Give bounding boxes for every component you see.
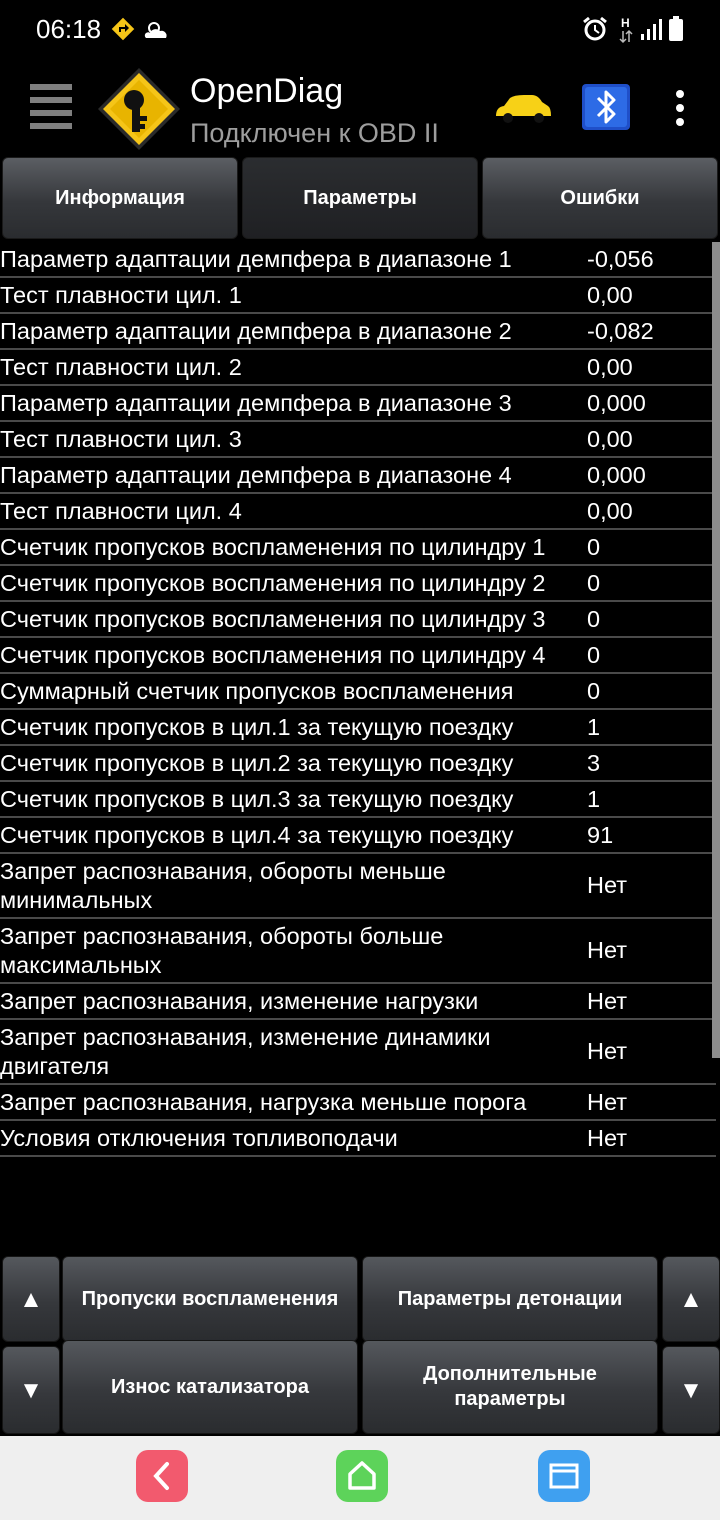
parameter-name: Счетчик пропусков в цил.2 за текущую поездку [0, 750, 514, 776]
svg-text:H: H [621, 16, 630, 30]
parameter-name: Счетчик пропусков воспламенения по цилиндру 3 [0, 606, 546, 632]
parameter-row[interactable] [0, 1020, 716, 1085]
scroll-up-right-button[interactable]: ▲ [662, 1256, 720, 1342]
parameter-row[interactable] [0, 854, 716, 919]
status-time: 06:18 [36, 14, 102, 44]
parameter-name: Параметр адаптации демпфера в диапазоне 2 [0, 318, 512, 344]
parameter-value: 0,00 [587, 425, 633, 452]
parameter-name: Тест плавности цил. 4 [0, 498, 242, 524]
parameter-row[interactable] [0, 386, 716, 422]
alarm-icon [582, 16, 608, 42]
parameter-name: Счетчик пропусков в цил.1 за текущую поездку [0, 714, 514, 740]
parameter-value: 0 [587, 677, 601, 704]
parameter-name: Запрет распознавания, обороты меньше минимальных [0, 858, 446, 913]
parameter-row[interactable] [0, 422, 716, 458]
scrollbar[interactable] [712, 242, 720, 1058]
parameter-value: 0 [587, 605, 601, 632]
parameter-list[interactable] [0, 242, 720, 1254]
app-bar [0, 60, 720, 156]
parameter-value: Нет [587, 937, 628, 963]
parameter-value: 0 [587, 641, 601, 668]
parameter-row[interactable] [0, 782, 716, 818]
scroll-up-left-button[interactable]: ▲ [2, 1256, 60, 1342]
car-icon[interactable] [494, 94, 552, 124]
parameter-value: 91 [587, 821, 614, 848]
app-title: OpenDiag [190, 72, 344, 110]
parameter-row[interactable] [0, 746, 716, 782]
catalyst-wear-button[interactable]: Износ катализатора [62, 1340, 358, 1434]
parameter-value: Нет [587, 1088, 628, 1115]
parameter-name: Тест плавности цил. 3 [0, 426, 242, 452]
parameter-row[interactable] [0, 710, 716, 746]
parameter-name: Тест плавности цил. 2 [0, 354, 242, 380]
control-panel [0, 1254, 720, 1436]
parameter-name: Запрет распознавания, обороты больше максимальных [0, 923, 444, 978]
parameter-value: Нет [587, 1038, 628, 1064]
parameter-row[interactable] [0, 984, 716, 1020]
network-h-icon [618, 16, 634, 44]
parameter-row[interactable] [0, 818, 716, 854]
parameter-value: 0,000 [587, 461, 646, 488]
parameter-row[interactable] [0, 638, 716, 674]
parameter-value: 3 [587, 749, 601, 776]
tab-information[interactable]: Информация [2, 157, 238, 239]
parameter-row[interactable] [0, 350, 716, 386]
parameter-name: Параметр адаптации демпфера в диапазоне 3 [0, 390, 512, 416]
parameter-row[interactable] [0, 1121, 716, 1157]
parameter-row[interactable] [0, 242, 716, 278]
parameter-row[interactable] [0, 530, 716, 566]
parameter-row[interactable] [0, 919, 716, 984]
home-icon[interactable] [336, 1450, 388, 1502]
parameter-value: Нет [587, 1124, 628, 1151]
parameter-name: Счетчик пропусков воспламенения по цилиндру 2 [0, 570, 546, 596]
parameter-name: Запрет распознавания, нагрузка меньше порога [0, 1089, 527, 1115]
parameter-name: Счетчик пропусков воспламенения по цилиндру 1 [0, 534, 546, 560]
knock-parameters-button[interactable]: Параметры детонации [362, 1256, 658, 1342]
parameter-row[interactable] [0, 458, 716, 494]
parameter-row[interactable] [0, 602, 716, 638]
navigation-bar [0, 1436, 720, 1520]
parameter-value: -0,082 [587, 317, 654, 344]
battery-icon [668, 16, 684, 42]
parameter-value: 0 [587, 533, 601, 560]
parameter-value: 0,00 [587, 353, 633, 380]
parameter-name: Тест плавности цил. 1 [0, 282, 242, 308]
parameter-value: 1 [587, 785, 601, 812]
tab-bar [0, 157, 720, 241]
back-icon[interactable] [136, 1450, 188, 1502]
parameter-value: 0,00 [587, 281, 633, 308]
parameter-row[interactable] [0, 314, 716, 350]
parameter-row[interactable] [0, 674, 716, 710]
scroll-down-right-button[interactable]: ▼ [662, 1346, 720, 1434]
menu-icon[interactable] [30, 84, 72, 130]
parameter-value: 0,000 [587, 389, 646, 416]
parameter-value: Нет [587, 987, 628, 1014]
weather-icon [142, 18, 170, 40]
parameter-row[interactable] [0, 278, 716, 314]
parameter-name: Запрет распознавания, изменение динамики двигателя [0, 1024, 491, 1079]
app-logo [96, 66, 182, 152]
parameter-name: Суммарный счетчик пропусков воспламенения [0, 678, 514, 704]
parameter-value: 0 [587, 569, 601, 596]
parameter-row[interactable] [0, 1085, 716, 1121]
navigation-warning-icon [110, 16, 136, 42]
parameter-name: Счетчик пропусков воспламенения по цилиндру 4 [0, 642, 546, 668]
status-bar [0, 0, 720, 60]
parameter-name: Параметр адаптации демпфера в диапазоне 1 [0, 246, 512, 272]
parameter-name: Параметр адаптации демпфера в диапазоне 4 [0, 462, 512, 488]
tab-errors[interactable]: Ошибки [482, 157, 718, 239]
signal-icon [640, 18, 664, 42]
tab-parameters[interactable]: Параметры [242, 157, 478, 239]
parameter-row[interactable] [0, 566, 716, 602]
parameter-value: Нет [587, 872, 628, 898]
misfire-button[interactable]: Пропуски воспламенения [62, 1256, 358, 1342]
connection-status: Подключен к OBD II [190, 118, 439, 148]
bluetooth-icon[interactable] [582, 84, 630, 130]
parameter-name: Условия отключения топливоподачи [0, 1125, 398, 1151]
parameter-name: Счетчик пропусков в цил.4 за текущую поездку [0, 822, 514, 848]
parameter-name: Запрет распознавания, изменение нагрузки [0, 988, 479, 1014]
recent-apps-icon[interactable] [538, 1450, 590, 1502]
scroll-down-left-button[interactable]: ▼ [2, 1346, 60, 1434]
additional-parameters-button[interactable]: Дополнительные параметры [362, 1340, 658, 1434]
parameter-value: 1 [587, 713, 601, 740]
parameter-row[interactable] [0, 494, 716, 530]
parameter-value: 0,00 [587, 497, 633, 524]
overflow-menu-icon[interactable] [670, 90, 690, 130]
parameter-value: -0,056 [587, 245, 654, 272]
parameter-name: Счетчик пропусков в цил.3 за текущую поездку [0, 786, 514, 812]
